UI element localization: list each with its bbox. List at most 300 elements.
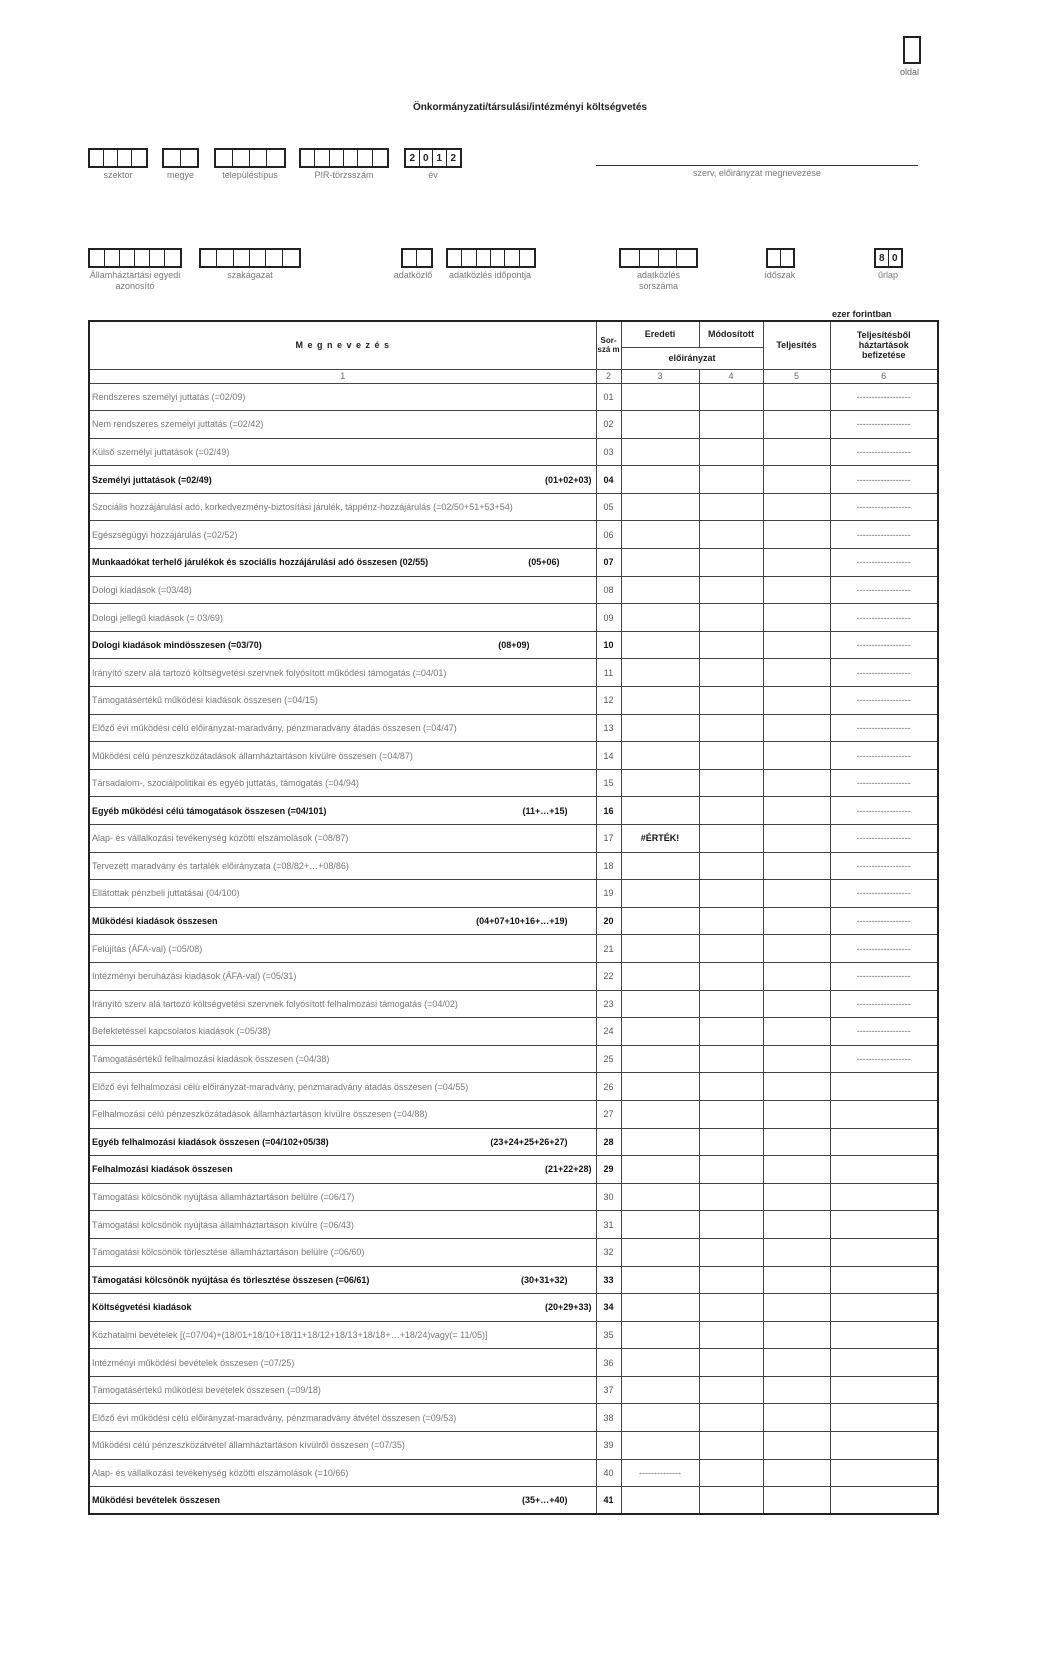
cell-eredeti[interactable]	[621, 576, 699, 604]
table-row	[89, 1183, 938, 1211]
row-name	[89, 1156, 596, 1184]
cell-eredeti[interactable]	[621, 1018, 699, 1046]
cell-teljesites[interactable]	[763, 1294, 830, 1322]
cell-haztartasok[interactable]: ------------------	[830, 714, 938, 742]
cell-teljesites[interactable]	[763, 1487, 830, 1515]
code-cell[interactable]	[217, 250, 233, 266]
code-input-boxes[interactable]	[199, 248, 301, 268]
code-cell[interactable]: 2	[406, 150, 420, 166]
row-number: 18	[596, 852, 621, 880]
cell-haztartasok[interactable]: ------------------	[830, 769, 938, 797]
row-name-text: Személyi juttatások (=02/49)	[92, 474, 212, 485]
cell-modositott[interactable]	[699, 1266, 763, 1294]
code-cell[interactable]: 0	[891, 252, 898, 264]
row-name-text: Egészségügyi hozzájárulás (=02/52)	[92, 529, 238, 540]
cell-haztartasok[interactable]: ------------------	[830, 907, 938, 935]
code-cell[interactable]	[677, 250, 696, 266]
cell-modositott[interactable]	[699, 852, 763, 880]
cell-eredeti[interactable]	[621, 1073, 699, 1101]
row-name	[89, 1211, 596, 1239]
cell-eredeti[interactable]	[621, 466, 699, 494]
cell-teljesites[interactable]	[763, 962, 830, 990]
cell-modositott[interactable]	[699, 1404, 763, 1432]
row-name-text: Intézményi működési bevételek összesen (=07/25)	[92, 1357, 295, 1368]
cell-eredeti[interactable]: #ÉRTÉK!	[621, 825, 699, 853]
cell-eredeti[interactable]	[621, 1211, 699, 1239]
code-input-boxes[interactable]	[88, 248, 182, 268]
code-cell[interactable]	[781, 250, 794, 266]
row-name	[89, 1128, 596, 1156]
cell-teljesites[interactable]	[763, 1432, 830, 1460]
cell-eredeti[interactable]	[621, 659, 699, 687]
cell-eredeti[interactable]	[621, 1321, 699, 1349]
cell-teljesites[interactable]	[763, 1211, 830, 1239]
row-number: 12	[596, 687, 621, 715]
row-name-text: Működési célú pénzeszközátvétel államháztartáson kívülről összesen (=07/35)	[92, 1440, 405, 1451]
cell-haztartasok[interactable]: ------------------	[830, 549, 938, 577]
cell-teljesites[interactable]	[763, 411, 830, 439]
cell-haztartasok[interactable]: ------------------	[830, 659, 938, 687]
row-number: 17	[596, 825, 621, 853]
cell-modositott[interactable]	[699, 742, 763, 770]
cell-haztartasok[interactable]: ------------------	[830, 631, 938, 659]
cell-haztartasok[interactable]: ------------------	[830, 880, 938, 908]
cell-teljesites[interactable]	[763, 714, 830, 742]
cell-modositott[interactable]	[699, 935, 763, 963]
cell-teljesites[interactable]	[763, 521, 830, 549]
code-cell[interactable]	[118, 150, 132, 166]
cell-haztartasok[interactable]	[830, 1211, 938, 1239]
code-cell[interactable]	[165, 250, 180, 266]
row-number: 41	[596, 1487, 621, 1515]
cell-modositott[interactable]	[699, 1459, 763, 1487]
cell-teljesites[interactable]	[763, 604, 830, 632]
code-cell[interactable]	[267, 150, 284, 166]
cell-teljesites[interactable]	[763, 907, 830, 935]
table-row	[89, 631, 938, 659]
cell-teljesites[interactable]	[763, 852, 830, 880]
cell-modositott[interactable]	[699, 383, 763, 411]
cell-haztartasok[interactable]: ------------------	[830, 1045, 938, 1073]
table-row	[89, 1349, 938, 1377]
cell-haztartasok[interactable]	[830, 1266, 938, 1294]
col-header-eloiranyzat: előirányzat	[621, 347, 763, 369]
page-number-box[interactable]	[903, 36, 921, 64]
cell-teljesites[interactable]	[763, 438, 830, 466]
cell-modositott[interactable]	[699, 1183, 763, 1211]
code-cell[interactable]	[283, 250, 299, 266]
cell-eredeti[interactable]	[621, 935, 699, 963]
row-number: 04	[596, 466, 621, 494]
field-label: szakágazat	[227, 270, 273, 280]
cell-eredeti[interactable]	[621, 769, 699, 797]
code-cell[interactable]	[250, 250, 266, 266]
code-cell[interactable]	[132, 150, 146, 166]
cell-modositott[interactable]	[699, 466, 763, 494]
cell-haztartasok[interactable]: ------------------	[830, 493, 938, 521]
code-cell[interactable]	[417, 250, 431, 266]
code-cell[interactable]	[135, 250, 150, 266]
field-4	[404, 148, 462, 181]
cell-eredeti[interactable]	[621, 1376, 699, 1404]
cell-haztartasok[interactable]	[830, 1100, 938, 1128]
cell-teljesites[interactable]	[763, 935, 830, 963]
cell-teljesites[interactable]	[763, 1266, 830, 1294]
cell-eredeti[interactable]	[621, 797, 699, 825]
cell-eredeti[interactable]	[621, 990, 699, 1018]
code-cell[interactable]	[315, 150, 329, 166]
field-label: szektor	[103, 170, 133, 180]
row-name-text: Előző évi működési célú előirányzat-maradvány, pénzmaradvány átvétel összesen (=09/53)	[92, 1412, 457, 1423]
code-input-boxes[interactable]	[874, 248, 903, 268]
code-cell[interactable]	[150, 250, 165, 266]
table-row	[89, 1018, 938, 1046]
cell-teljesites[interactable]	[763, 1238, 830, 1266]
table-row	[89, 1266, 938, 1294]
cell-modositott[interactable]	[699, 880, 763, 908]
cell-eredeti[interactable]	[621, 1128, 699, 1156]
row-number: 28	[596, 1128, 621, 1156]
code-cell[interactable]	[90, 250, 105, 266]
cell-modositott[interactable]	[699, 1432, 763, 1460]
cell-modositott[interactable]	[699, 990, 763, 1018]
field-label: településtípus	[222, 170, 278, 180]
code-cell[interactable]: 1	[433, 150, 447, 166]
cell-eredeti[interactable]	[621, 1238, 699, 1266]
cell-eredeti[interactable]	[621, 1100, 699, 1128]
code-cell[interactable]	[201, 250, 217, 266]
cell-modositott[interactable]	[699, 659, 763, 687]
row-name	[89, 1349, 596, 1377]
row-name	[89, 604, 596, 632]
table-row	[89, 962, 938, 990]
cell-teljesites[interactable]	[763, 659, 830, 687]
cell-haztartasok[interactable]: ------------------	[830, 990, 938, 1018]
cell-modositott[interactable]	[699, 714, 763, 742]
cell-eredeti[interactable]	[621, 438, 699, 466]
cell-haztartasok[interactable]: ------------------	[830, 797, 938, 825]
cell-eredeti[interactable]	[621, 1404, 699, 1432]
cell-eredeti[interactable]	[621, 1487, 699, 1515]
cell-eredeti[interactable]	[621, 1432, 699, 1460]
cell-haztartasok[interactable]: ------------------	[830, 825, 938, 853]
row-name-text: Irányító szerv alá tartozó költségvetési szervnek folyósított felhalmozási támogatás (=04/02)	[92, 998, 458, 1009]
cell-teljesites[interactable]	[763, 1459, 830, 1487]
row-name	[89, 1432, 596, 1460]
cell-teljesites[interactable]	[763, 576, 830, 604]
cell-teljesites[interactable]	[763, 1100, 830, 1128]
cell-teljesites[interactable]	[763, 880, 830, 908]
cell-teljesites[interactable]	[763, 797, 830, 825]
cell-modositott[interactable]	[699, 1238, 763, 1266]
code-cell[interactable]	[344, 150, 358, 166]
row-formula: (11+…+15)	[522, 805, 568, 816]
cell-modositott[interactable]	[699, 1045, 763, 1073]
row-number: 31	[596, 1211, 621, 1239]
cell-modositott[interactable]	[699, 687, 763, 715]
row-name-text: Támogatásértékű működési bevételek összesen (=09/18)	[92, 1385, 321, 1396]
row-name-text: Támogatásértékű működési kiadások összesen (=04/15)	[92, 695, 318, 706]
code-input-boxes[interactable]	[401, 248, 433, 268]
row-name	[89, 1073, 596, 1101]
cell-haztartasok[interactable]	[830, 1376, 938, 1404]
row-name	[89, 1183, 596, 1211]
cell-haztartasok[interactable]: ------------------	[830, 521, 938, 549]
row-name-text: Felhalmozási célú pénzeszközátadások államháztartáson kívülre összesen (=04/88)	[92, 1109, 428, 1120]
cell-eredeti[interactable]	[621, 631, 699, 659]
cell-modositott[interactable]	[699, 631, 763, 659]
cell-teljesites[interactable]	[763, 1183, 830, 1211]
cell-eredeti[interactable]	[621, 1156, 699, 1184]
cell-teljesites[interactable]	[763, 549, 830, 577]
cell-haztartasok[interactable]: ------------------	[830, 604, 938, 632]
cell-eredeti[interactable]	[621, 1294, 699, 1322]
cell-modositott[interactable]	[699, 1018, 763, 1046]
cell-modositott[interactable]	[699, 1376, 763, 1404]
row-name	[89, 990, 596, 1018]
cell-modositott[interactable]	[699, 549, 763, 577]
cell-modositott[interactable]	[699, 797, 763, 825]
cell-teljesites[interactable]	[763, 1073, 830, 1101]
cell-eredeti[interactable]	[621, 907, 699, 935]
cell-eredeti[interactable]	[621, 880, 699, 908]
field-3	[446, 248, 538, 281]
code-cell[interactable]	[520, 250, 534, 266]
cell-haztartasok[interactable]: ------------------	[830, 1018, 938, 1046]
cell-eredeti[interactable]	[621, 383, 699, 411]
code-input-boxes[interactable]	[619, 248, 698, 268]
code-cell[interactable]	[90, 150, 104, 166]
code-cell[interactable]	[216, 150, 233, 166]
code-input-boxes[interactable]	[404, 148, 462, 168]
code-input-boxes[interactable]	[766, 248, 795, 268]
cell-modositott[interactable]	[699, 769, 763, 797]
code-cell[interactable]: 2	[450, 152, 457, 164]
code-cell[interactable]	[403, 250, 417, 266]
code-cell[interactable]	[477, 250, 491, 266]
cell-haztartasok[interactable]: ------------------	[830, 383, 938, 411]
table-row	[89, 880, 938, 908]
cell-eredeti[interactable]	[621, 962, 699, 990]
code-input-boxes[interactable]	[446, 248, 536, 268]
code-input-boxes[interactable]	[162, 148, 199, 168]
row-number: 33	[596, 1266, 621, 1294]
row-name-text: Befektetéssel kapcsolatos kiadások (=05/38)	[92, 1026, 271, 1037]
cell-modositott[interactable]	[699, 1100, 763, 1128]
cell-haztartasok[interactable]	[830, 1432, 938, 1460]
code-cell[interactable]	[233, 150, 250, 166]
field-4	[619, 248, 698, 292]
cell-eredeti[interactable]	[621, 521, 699, 549]
code-cell[interactable]	[491, 250, 505, 266]
code-cell[interactable]	[250, 150, 267, 166]
cell-modositott[interactable]	[699, 576, 763, 604]
code-input-boxes[interactable]	[88, 148, 148, 168]
code-cell[interactable]	[234, 250, 250, 266]
table-row	[89, 1376, 938, 1404]
cell-teljesites[interactable]	[763, 1349, 830, 1377]
field-1	[199, 248, 301, 281]
row-number: 35	[596, 1321, 621, 1349]
cell-haztartasok[interactable]: ------------------	[830, 438, 938, 466]
cell-eredeti[interactable]	[621, 1266, 699, 1294]
row-name-text: Szociális hozzájárulási adó, korkedvezmény-biztosítási járulék, táppénz-hozzájárulás (=02/50+51+53+54)	[92, 502, 513, 513]
row-name	[89, 1266, 596, 1294]
row-number: 38	[596, 1404, 621, 1432]
row-name-text: Költségvetési kiadások	[92, 1302, 192, 1313]
cell-eredeti[interactable]	[621, 411, 699, 439]
row-number: 09	[596, 604, 621, 632]
code-cell[interactable]	[120, 250, 135, 266]
row-name	[89, 1404, 596, 1432]
cell-haztartasok[interactable]	[830, 1294, 938, 1322]
cell-eredeti[interactable]	[621, 493, 699, 521]
cell-teljesites[interactable]	[763, 687, 830, 715]
unit-label: ezer forintban	[832, 309, 892, 319]
cell-modositott[interactable]	[699, 1294, 763, 1322]
cell-eredeti[interactable]	[621, 604, 699, 632]
cell-haztartasok[interactable]: ------------------	[830, 962, 938, 990]
row-name	[89, 962, 596, 990]
row-number: 16	[596, 797, 621, 825]
cell-modositott[interactable]	[699, 1211, 763, 1239]
cell-haztartasok[interactable]: ------------------	[830, 852, 938, 880]
cell-modositott[interactable]	[699, 493, 763, 521]
cell-modositott[interactable]	[699, 1156, 763, 1184]
cell-haztartasok[interactable]: ------------------	[830, 466, 938, 494]
code-cell[interactable]	[105, 250, 120, 266]
table-row	[89, 1100, 938, 1128]
cell-modositott[interactable]	[699, 1073, 763, 1101]
row-name-text: Támogatási kölcsönök nyújtása és törlesztése összesen (=06/61)	[92, 1274, 370, 1285]
cell-haztartasok[interactable]	[830, 1459, 938, 1487]
cell-teljesites[interactable]	[763, 1156, 830, 1184]
row-number: 37	[596, 1376, 621, 1404]
cell-eredeti[interactable]	[621, 852, 699, 880]
cell-haztartasok[interactable]	[830, 1321, 938, 1349]
cell-modositott[interactable]	[699, 411, 763, 439]
row-number: 21	[596, 935, 621, 963]
code-cell[interactable]	[358, 150, 372, 166]
cell-modositott[interactable]	[699, 521, 763, 549]
cell-modositott[interactable]	[699, 1321, 763, 1349]
cell-haztartasok[interactable]	[830, 1156, 938, 1184]
cell-teljesites[interactable]	[763, 1018, 830, 1046]
col-number: 3	[621, 369, 699, 383]
cell-eredeti[interactable]: --------------	[621, 1459, 699, 1487]
cell-teljesites[interactable]	[763, 466, 830, 494]
table-row	[89, 769, 938, 797]
code-cell[interactable]	[462, 250, 476, 266]
cell-teljesites[interactable]	[763, 631, 830, 659]
cell-haztartasok[interactable]	[830, 1349, 938, 1377]
cell-haztartasok[interactable]: ------------------	[830, 742, 938, 770]
code-cell[interactable]	[768, 250, 781, 266]
cell-teljesites[interactable]	[763, 769, 830, 797]
code-cell[interactable]	[104, 150, 118, 166]
cell-teljesites[interactable]	[763, 383, 830, 411]
code-cell[interactable]	[659, 250, 678, 266]
cell-haztartasok[interactable]	[830, 1238, 938, 1266]
cell-haztartasok[interactable]: ------------------	[830, 687, 938, 715]
cell-eredeti[interactable]	[621, 742, 699, 770]
cell-teljesites[interactable]	[763, 825, 830, 853]
cell-teljesites[interactable]	[763, 1321, 830, 1349]
cell-eredeti[interactable]	[621, 714, 699, 742]
cell-eredeti[interactable]	[621, 687, 699, 715]
cell-haztartasok[interactable]	[830, 1183, 938, 1211]
code-cell[interactable]	[448, 250, 462, 266]
cell-modositott[interactable]	[699, 825, 763, 853]
table-row	[89, 935, 938, 963]
cell-haztartasok[interactable]: ------------------	[830, 411, 938, 439]
code-cell[interactable]	[621, 250, 640, 266]
code-cell[interactable]	[266, 250, 282, 266]
cell-modositott[interactable]	[699, 1349, 763, 1377]
code-cell[interactable]	[330, 150, 344, 166]
cell-modositott[interactable]	[699, 604, 763, 632]
cell-teljesites[interactable]	[763, 1128, 830, 1156]
cell-teljesites[interactable]	[763, 742, 830, 770]
cell-eredeti[interactable]	[621, 1045, 699, 1073]
field-label: Államháztartási egyedi azonosító	[89, 270, 181, 291]
row-name-text: Egyéb működési célú támogatások összesen (=04/101)	[92, 805, 327, 816]
table-row	[89, 521, 938, 549]
table-row	[89, 1321, 938, 1349]
cell-teljesites[interactable]	[763, 990, 830, 1018]
code-cell[interactable]	[505, 250, 519, 266]
cell-teljesites[interactable]	[763, 1404, 830, 1432]
cell-teljesites[interactable]	[763, 1376, 830, 1404]
code-cell[interactable]: 8	[876, 250, 889, 266]
cell-haztartasok[interactable]	[830, 1404, 938, 1432]
col-number: 5	[763, 369, 830, 383]
cell-teljesites[interactable]	[763, 493, 830, 521]
org-name-line[interactable]	[596, 165, 918, 166]
cell-modositott[interactable]	[699, 1128, 763, 1156]
code-cell[interactable]	[640, 250, 659, 266]
cell-haztartasok[interactable]	[830, 1073, 938, 1101]
row-formula: (35+…+40)	[521, 1495, 568, 1506]
code-cell[interactable]	[373, 150, 387, 166]
cell-eredeti[interactable]	[621, 1349, 699, 1377]
cell-haztartasok[interactable]	[830, 1128, 938, 1156]
row-number: 36	[596, 1349, 621, 1377]
cell-eredeti[interactable]	[621, 549, 699, 577]
code-input-boxes[interactable]	[214, 148, 286, 168]
row-name	[89, 1321, 596, 1349]
row-name	[89, 1459, 596, 1487]
cell-eredeti[interactable]	[621, 1183, 699, 1211]
code-input-boxes[interactable]	[299, 148, 389, 168]
table-row	[89, 1156, 938, 1184]
cell-teljesites[interactable]	[763, 1045, 830, 1073]
code-cell[interactable]	[181, 150, 198, 166]
table-row	[89, 1432, 938, 1460]
code-cell[interactable]	[301, 150, 315, 166]
code-cell[interactable]	[164, 150, 181, 166]
cell-modositott[interactable]	[699, 907, 763, 935]
cell-haztartasok[interactable]: ------------------	[830, 576, 938, 604]
table-row	[89, 1073, 938, 1101]
cell-modositott[interactable]	[699, 962, 763, 990]
row-name-text: Támogatásértékű felhalmozási kiadások összesen (=04/38)	[92, 1054, 330, 1065]
code-cell[interactable]: 0	[420, 150, 434, 166]
cell-modositott[interactable]	[699, 1487, 763, 1515]
cell-modositott[interactable]	[699, 438, 763, 466]
cell-haztartasok[interactable]	[830, 1487, 938, 1515]
cell-haztartasok[interactable]: ------------------	[830, 935, 938, 963]
